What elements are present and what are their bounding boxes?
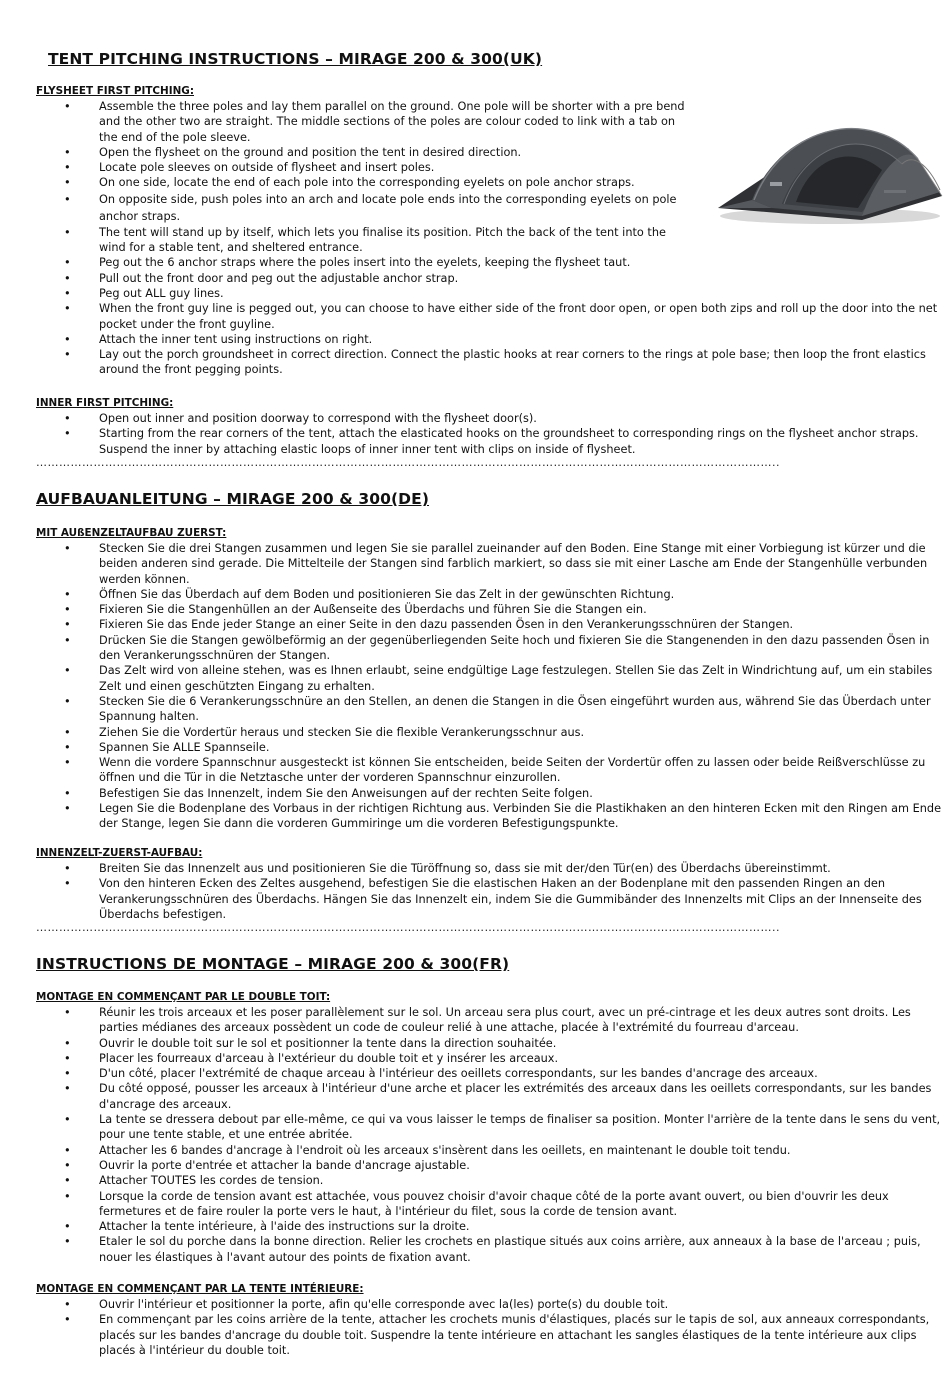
list-item: • Starting from the rear corners of the tent, attach the elasticated hooks on the groundsheet to corresponding rings on the flysheet anchor straps. Suspend the inner by attaching elastic loops of inner inner tent with clips on inside of flysheet. <box>36 426 939 457</box>
separator-line: ………………………………………………………………………………………………………………………………………………………………………….. <box>36 921 780 934</box>
separator-line: ………………………………………………………………………………………………………………………………………………………………………….. <box>36 456 780 469</box>
list-item: • Ouvrir la porte d'entrée et attacher la bande d'ancrage ajustable. <box>36 1158 944 1173</box>
list-item: • Von den hinteren Ecken des Zeltes ausgehend, befestigen Sie die elastischen Haken an der Bodenplane mit den passenden Ringen an den Verankerungsschnüren des Überdachs. Hängen Sie das Innenzelt ein, indem Sie die Gummibänder des Innenzelts mit Clips an der Innenseite des Überdachs befestigen. <box>36 876 944 922</box>
list-item: • Fixieren Sie das Ende jeder Stange an einer Seite in den dazu passenden Ösen in den Verankerungsschnüren der Stangen. <box>36 617 944 632</box>
list-item: • Ziehen Sie die Vordertür heraus und stecken Sie die flexible Verankerungsschnur aus. <box>36 725 944 740</box>
subheading-flysheet-first-de: MIT AUßENZELTAUFBAU ZUERST: <box>36 527 227 539</box>
list-item: • Open the flysheet on the ground and position the tent in desired direction. <box>36 145 696 160</box>
list-item: • La tente se dressera debout par elle-même, ce qui va vous laisser le temps de finaliser sa position. Monter l'arrière de la tente dans le sens du vent, pour une tente stable, et une entrée abritée. <box>36 1112 944 1143</box>
list-item: • Öffnen Sie das Überdach auf dem Boden und positionieren Sie das Zelt in der gewünschten Richtung. <box>36 587 944 602</box>
list-item: • Breiten Sie das Innenzelt aus und positionieren Sie die Türöffnung so, dass sie mit der/den Tür(en) des Überdachs übereinstimmt. <box>36 861 944 876</box>
subheading-flysheet-first-fr: MONTAGE EN COMMENÇANT PAR LE DOUBLE TOIT: <box>36 991 331 1003</box>
list-item: • Befestigen Sie das Innenzelt, indem Sie den Anweisungen auf der rechten Seite folgen. <box>36 786 944 801</box>
list-item: • When the front guy line is pegged out, you can choose to have either side of the front door open, or open both zips and roll up the door into the net pocket under the front guyline. <box>36 301 939 332</box>
list-item: • Lay out the porch groundsheet in correct direction. Connect the plastic hooks at rear corners to the rings at pole base; then loop the front elastics around the front pegging points. <box>36 347 939 378</box>
list-flysheet-first-uk <box>36 99 939 378</box>
list-item: • Placer les fourreaux d'arceau à l'extérieur du double toit et y insérer les arceaux. <box>36 1051 944 1066</box>
list-item: • Fixieren Sie die Stangenhüllen an der Außenseite des Überdachs und führen Sie die Stangen ein. <box>36 602 944 617</box>
list-item: • Stecken Sie die 6 Verankerungsschnüre an den Stellen, an denen die Stangen in die Ösen eingeführt wurden aus, während Sie das Überdach unter Spannung halten. <box>36 694 944 725</box>
list-item: • Legen Sie die Bodenplane des Vorbaus in der richtigen Richtung aus. Verbinden Sie die Plastikhaken an den hinteren Ecken mit den Ringen am Ende der Stange, legen Sie dann die vorderen Gummiringe um die vorderen Befestigungspunkte. <box>36 801 944 832</box>
list-item: • Lorsque la corde de tension avant est attachée, vous pouvez choisir d'avoir chaque côté de la porte avant ouvert, ou bien d'ouvrir les deux fermetures et de faire rouler la porte vers le haut, à l'intérieur du filet, sous la corde de tension avant. <box>36 1189 944 1220</box>
list-item: • Assemble the three poles and lay them parallel on the ground. One pole will be shorter with a pre bend and the other two are straight. The middle sections of the poles are colour coded to link with a tab on the end of the pole sleeve. <box>36 99 696 145</box>
list-item: • En commençant par les coins arrière de la tente, attacher les crochets munis d'élastiques, placés sur le tapis de sol, aux anneaux correspondants, placés sur les bandes d'ancrage du double toit. Suspendre la tente intérieure en attachant les sangles élastiques de la tente intérieure aux clips placés à l'intérieur du double toit. <box>36 1312 944 1358</box>
list-item: • Drücken Sie die Stangen gewölbeförmig an der gegenüberliegenden Seite hoch und fixieren Sie die Stangenenden in den dazu passenden Ösen in den Verankerungsschnüren der Stangen. <box>36 633 944 664</box>
section-title-fr: INSTRUCTIONS DE MONTAGE – MIRAGE 200 & 300(FR) <box>36 955 510 973</box>
list-item: • Spannen Sie ALLE Spannseile. <box>36 740 944 755</box>
list-item: • Du côté opposé, pousser les arceaux à l'intérieur d'une arche et placer les extrémités des arceaux dans les oeillets correspondants, sur les bandes d'ancrage des arceaux. <box>36 1081 944 1112</box>
list-inner-first-de <box>36 861 944 922</box>
list-item: • Etaler le sol du porche dans la bonne direction. Relier les crochets en plastique situés aux coins arrière, aux anneaux à la base de l'arceau ; puis, nouer les élastiques à l'avant autour des points de fixation avant. <box>36 1234 944 1265</box>
list-item: • On one side, locate the end of each pole into the corresponding eyelets on pole anchor straps. <box>36 175 696 190</box>
subheading-flysheet-first-uk: FLYSHEET FIRST PITCHING: <box>36 85 194 97</box>
list-item: • Open out inner and position doorway to correspond with the flysheet door(s). <box>36 411 939 426</box>
subheading-inner-first-fr: MONTAGE EN COMMENÇANT PAR LA TENTE INTÉRIEURE: <box>36 1283 364 1295</box>
list-item: • D'un côté, placer l'extrémité de chaque arceau à l'intérieur des oeillets correspondants, sur les bandes d'ancrage des arceaux. <box>36 1066 944 1081</box>
list-flysheet-first-de <box>36 541 944 832</box>
section-title-de: AUFBAUANLEITUNG – MIRAGE 200 & 300(DE) <box>36 490 430 508</box>
list-item: • Peg out ALL guy lines. <box>36 286 939 301</box>
list-item: • On opposite side, push poles into an arch and locate pole ends into the corresponding eyelets on pole anchor straps. <box>36 191 696 225</box>
subheading-inner-first-de: INNENZELT-ZUERST-AUFBAU: <box>36 847 203 859</box>
list-item: • Peg out the 6 anchor straps where the poles insert into the eyelets, keeping the flysheet taut. <box>36 255 939 270</box>
list-flysheet-first-fr <box>36 1005 944 1265</box>
list-inner-first-uk <box>36 411 939 457</box>
list-item: • Attacher la tente intérieure, à l'aide des instructions sur la droite. <box>36 1219 944 1234</box>
list-inner-first-fr <box>36 1297 944 1358</box>
section-title-uk: TENT PITCHING INSTRUCTIONS – MIRAGE 200 & 300(UK) <box>48 50 543 68</box>
subheading-inner-first-uk: INNER FIRST PITCHING: <box>36 397 174 409</box>
list-item: • Locate pole sleeves on outside of flysheet and insert poles. <box>36 160 696 175</box>
list-item: • Das Zelt wird von alleine stehen, was es Ihnen erlaubt, seine endgültige Lage festzulegen. Stellen Sie das Zelt in Windrichtung auf, um ein stabiles Zelt und einen geschützten Eingang zu erhalten. <box>36 663 944 694</box>
list-item: • Ouvrir le double toit sur le sol et positionner la tente dans la direction souhaitée. <box>36 1036 944 1051</box>
list-item: • Attacher les 6 bandes d'ancrage à l'endroit où les arceaux s'insèrent dans les oeillets, en maintenant le double toit tendu. <box>36 1143 944 1158</box>
list-item: • Stecken Sie die drei Stangen zusammen und legen Sie sie parallel zueinander auf den Boden. Eine Stange mit einer Vorbiegung ist kürzer und die beiden anderen sind gerade. Die Mittelteile der Stangen sind farblich markiert, so dass sie mit einer Lasche am Ende der Stangenhülle verbunden werden können. <box>36 541 944 587</box>
list-item: • Réunir les trois arceaux et les poser parallèlement sur le sol. Un arceau sera plus court, avec un pré-cintrage et les deux autres sont droits. Les parties médianes des arceaux possèdent un code de couleur relié à une attache, placée à l'extrémité du fourreau d'arceau. <box>36 1005 944 1036</box>
list-item: • Attach the inner tent using instructions on right. <box>36 332 939 347</box>
list-item: • Pull out the front door and peg out the adjustable anchor strap. <box>36 271 939 286</box>
list-item: • Ouvrir l'intérieur et positionner la porte, afin qu'elle corresponde avec la(les) porte(s) du double toit. <box>36 1297 944 1312</box>
list-item: • Attacher TOUTES les cordes de tension. <box>36 1173 944 1188</box>
list-item: • Wenn die vordere Spannschnur ausgesteckt ist können Sie entscheiden, beide Seiten der Vordertür offen zu lassen oder beide Reißverschlüsse zu öffnen und die Tür in die Netztasche unter der vorderen Spannschnur einzurollen. <box>36 755 944 786</box>
list-item: • The tent will stand up by itself, which lets you finalise its position. Pitch the back of the tent into the wind for a stable tent, and sheltered entrance. <box>36 225 696 256</box>
